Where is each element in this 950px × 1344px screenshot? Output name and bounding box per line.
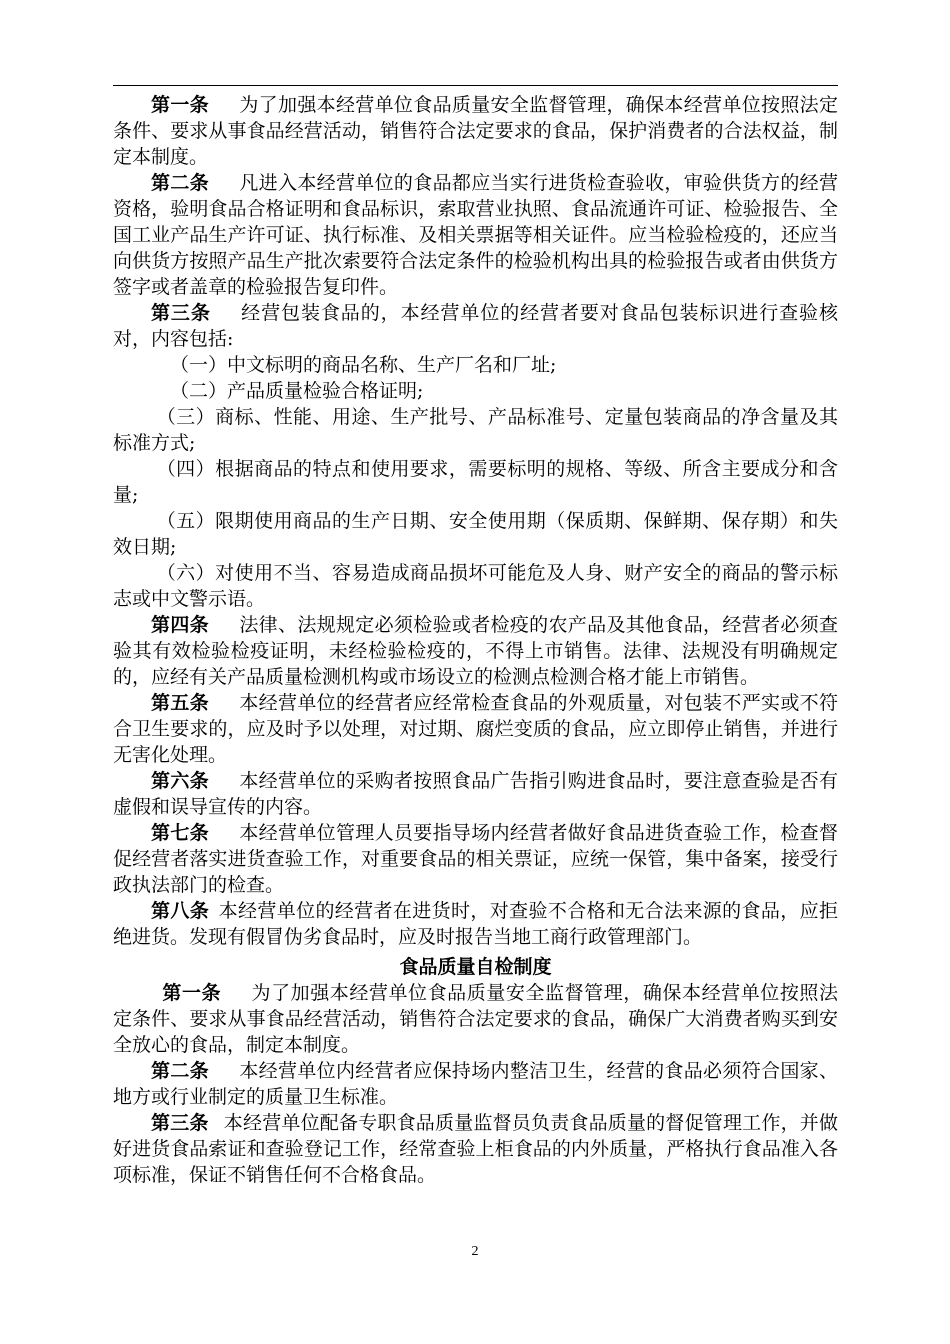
article-3 bbox=[113, 1110, 838, 1188]
article-label: 第一条 bbox=[151, 94, 209, 116]
article-7 bbox=[113, 820, 838, 898]
article-text: 为了加强本经营单位食品质量安全监督管理，确保本经营单位按照法定条件、要求从事食品经营活动，销售符合法定要求的食品，确保广大消费者购买到安全放心的食品，制定本制度。 bbox=[113, 982, 838, 1056]
article-label: 第八条 bbox=[151, 900, 210, 922]
article-text: 凡进入本经营单位的食品都应当实行进货检查验收，审验供货方的经营资格，验明食品合格证明和食品标识，索取营业执照、食品流通许可证、检验报告、全国工业产品生产许可证、执行标准、及相关票据等相关证件。应当检验检疫的，还应当向供货方按照产品生产批次索要符合法定条件的检验机构出具的检验报告或者由供货方签字或者盖章的检验报告复印件。 bbox=[113, 172, 838, 298]
article-text: 本经营单位管理人员要指导场内经营者做好食品进货查验工作，检查督促经营者落实进货查验工作，对重要食品的相关票证，应统一保管，集中备案，接受行政执法部门的检查。 bbox=[113, 822, 838, 896]
article-label: 第二条 bbox=[151, 172, 209, 194]
article-1 bbox=[113, 980, 838, 1058]
page-number: 2 bbox=[471, 1244, 479, 1259]
list-item: （三）商标、性能、用途、生产批号、产品标准号、定量包装商品的净含量及其标准方式; bbox=[113, 406, 838, 454]
article-text: 本经营单位配备专职食品质量监督员负责食品质量的督促管理工作，并做好进货食品索证和查验登记工作，经常查验上柜食品的内外质量，严格执行食品准入各项标准，保证不销售任何不合格食品。 bbox=[113, 1112, 838, 1186]
article-label: 第四条 bbox=[151, 614, 209, 636]
article-label: 第三条 bbox=[151, 302, 211, 324]
article-text: 为了加强本经营单位食品质量安全监督管理，确保本经营单位按照法定条件、要求从事食品经营活动，销售符合法定要求的食品，保护消费者的合法权益，制定本制度。 bbox=[113, 94, 838, 168]
article-label: 第七条 bbox=[151, 822, 209, 844]
article-label: 第五条 bbox=[151, 692, 209, 714]
document-body bbox=[113, 92, 838, 1188]
article-text: 本经营单位内经营者应保持场内整洁卫生，经营的食品必须符合国家、地方或行业制定的质量卫生标准。 bbox=[113, 1060, 838, 1108]
article-8 bbox=[113, 898, 838, 950]
section-title: 食品质量自检制度 bbox=[399, 956, 552, 978]
article-text: 本经营单位的经营者在进货时，对查验不合格和无合法来源的食品，应拒绝进货。发现有假冒伪劣食品时，应及时报告当地工商行政管理部门。 bbox=[113, 900, 838, 948]
list-item: （一）中文标明的商品名称、生产厂名和厂址; bbox=[170, 354, 557, 376]
article-label: 第三条 bbox=[151, 1112, 209, 1134]
list-item: （六）对使用不当、容易造成商品损坏可能危及人身、财产安全的商品的警示标志或中文警示语。 bbox=[113, 562, 838, 610]
article-label: 第一条 bbox=[162, 982, 222, 1004]
article-4 bbox=[113, 612, 838, 690]
list-item: （五）限期使用商品的生产日期、安全使用期（保质期、保鲜期、保存期）和失效日期; bbox=[113, 510, 838, 558]
list-item: （四）根据商品的特点和使用要求，需要标明的规格、等级、所含主要成分和含量; bbox=[113, 458, 838, 506]
list-item: （二）产品质量检验合格证明; bbox=[170, 380, 424, 402]
article-1 bbox=[113, 92, 838, 170]
article-5 bbox=[113, 690, 838, 768]
article-3 bbox=[113, 300, 838, 352]
article-text: 本经营单位的经营者应经常检查食品的外观质量，对包装不严实或不符合卫生要求的，应及时予以处理，对过期、腐烂变质的食品，应立即停止销售，并进行无害化处理。 bbox=[113, 692, 838, 766]
article-6 bbox=[113, 768, 838, 820]
header-rule bbox=[113, 85, 838, 86]
article-text: 法律、法规规定必须检验或者检疫的农产品及其他食品，经营者必须查验其有效检验检疫证明，未经检验检疫的，不得上市销售。法律、法规没有明确规定的，应经有关产品质量检测机构或市场设立的检测点检测合格才能上市销售。 bbox=[113, 614, 838, 688]
article-text: 经营包装食品的，本经营单位的经营者要对食品包装标识进行查验核对，内容包括: bbox=[113, 302, 838, 350]
article-2 bbox=[113, 170, 838, 300]
article-text: 本经营单位的采购者按照食品广告指引购进食品时，要注意查验是否有虚假和误导宣传的内容。 bbox=[113, 770, 838, 818]
article-label: 第二条 bbox=[151, 1060, 209, 1082]
article-2 bbox=[113, 1058, 838, 1110]
article-label: 第六条 bbox=[151, 770, 209, 792]
